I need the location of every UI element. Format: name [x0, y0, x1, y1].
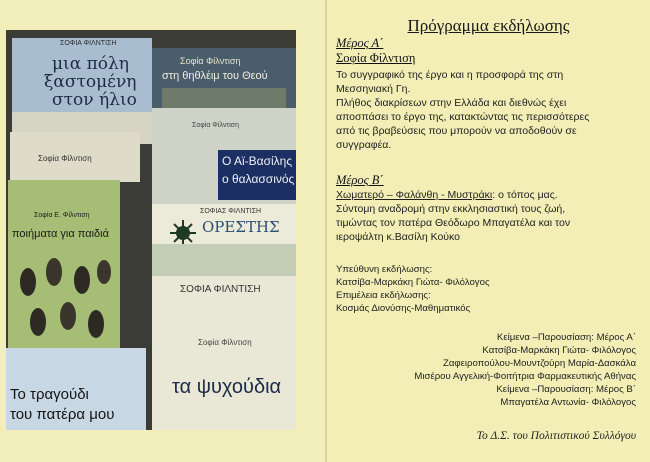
part-b-line-1: Σύντομη αναδρομή στην εκκλησιαστική τους ζωή, [336, 203, 566, 215]
part-a-speaker: Σοφία Φίλντιση [336, 51, 416, 65]
credit-line-3: Επιμέλεια εκδήλωσης: [336, 290, 431, 301]
book-1-title-2: ξαστομένη [44, 72, 137, 92]
part-b-line-3: ιεροψάλτη κ.Βασίλη Κούκο [336, 231, 461, 243]
book-4-title-1: Ο Αϊ-Βασίλης [222, 154, 293, 168]
part-a-line-3: Πλήθος διακρίσεων στην Ελλάδα και διεθνώς έχει [336, 97, 567, 109]
book-7-title: τα ψυχούδια [172, 376, 282, 398]
part-a-heading: Μέρος Α΄ [336, 36, 384, 50]
book-7-subauthor: Σοφία Φίλντιση [198, 338, 252, 347]
book-cover-4 [152, 108, 296, 208]
credit-line-1: Υπεύθυνη εκδήλωσης: [336, 264, 433, 275]
book-8-title-2: του πατέρα μου [10, 406, 115, 423]
part-b-places: Χωματερό – Φαλάνθη - Μυστράκι [336, 189, 493, 201]
book-cover-3 [10, 132, 140, 182]
birds-illustration [8, 242, 120, 350]
part-b-places-line [336, 189, 558, 201]
reader-line-4: Μισέρου Αγγελική-Φοιτήτρια Φαρμακευτικής Αθήνας [414, 371, 636, 382]
book-5-title: ποιήματα για παιδιά [12, 228, 109, 240]
book-4-author: Σοφία Φίλντιση [192, 122, 239, 129]
part-b-places-suffix: : ο τόπος μας. [492, 189, 558, 201]
book-1-title-1: μια πόλη [52, 54, 129, 74]
part-a-line-5: από τις βραβεύσεις που μπορούν να αποδοθούν σε [336, 125, 577, 137]
part-a-line-1: Το συγγραφικό της έργο και η προσφορά της στη [336, 69, 564, 81]
part-a-line-6: συγγραφέα. [336, 139, 392, 151]
book-cover-8 [6, 348, 146, 430]
part-b-line-2: τιμώντας τον πατέρα Θεόδωρο Μπαγατέλα και τον [336, 217, 571, 229]
reader-line-5: Κείμενα –Παρουσίαση: Μέρος Β΄ [496, 384, 636, 395]
part-a-line-4: αποσπάσει το έργο της, κατακτώντας τις περισσότερες [336, 111, 590, 123]
books-photo [6, 30, 296, 430]
part-b-heading: Μέρος Β΄ [336, 173, 384, 187]
credit-line-4: Κοσμάς Διονύσης-Μαθηματικός [336, 303, 471, 314]
book-8-title-1: Το τραγούδι [10, 386, 89, 403]
part-a-line-2: Μεσσηνιακή Γη. [336, 83, 411, 95]
book-2-author: Σοφία Φίλντιση [180, 56, 241, 66]
book-cover-7 [152, 276, 296, 430]
credit-line-2: Κατσίβα-Μαρκάκη Γιώτα- Φιλόλογος [336, 277, 490, 288]
book-6-title: ΟΡΕΣΤΗΣ [202, 218, 280, 236]
book-5-author: Σοφία Ε. Φίλντιση [34, 212, 90, 219]
right-page [327, 0, 650, 462]
sun-icon [170, 220, 196, 246]
signature: Το Δ.Σ. του Πολιτιστικού Συλλόγου [476, 430, 636, 442]
book-7-author: ΣΟΦΙΑ ΦΙΛΝΤΙΣΗ [180, 284, 261, 295]
reader-line-2: Κατσίβα-Μαρκάκη Γιώτα- Φιλόλογος [482, 345, 636, 356]
reader-line-6: Μπαγατέλα Αντωνία- Φιλόλογος [500, 397, 636, 408]
book-cover-5 [8, 180, 120, 350]
book-2-title: στη θηθλέιμ του Θεού [162, 70, 268, 82]
book-3-author: Σοφία Φίλντιση [38, 154, 92, 163]
book-1-author: ΣΟΦΙΑ ΦΙΛΝΤΙΣΗ [60, 40, 117, 47]
book-1-title-3: στον ήλιο [52, 90, 137, 110]
program-title: Πρόγραμμα εκδήλωσης [407, 16, 570, 35]
book-cover-1 [12, 38, 152, 144]
book-6-author: ΣΟΦΙΑΣ ΦΙΛΝΤΙΣΗ [200, 208, 262, 215]
book-4-title-2: ο θαλασσινός [222, 172, 295, 186]
book-cover-6 [152, 204, 296, 276]
reader-line-1: Κείμενα –Παρουσίαση: Μέρος Α΄ [496, 332, 636, 343]
reader-line-3: Ζαφειροπούλου-Μουντζούρη Μαρία-Δασκάλα [442, 358, 636, 369]
